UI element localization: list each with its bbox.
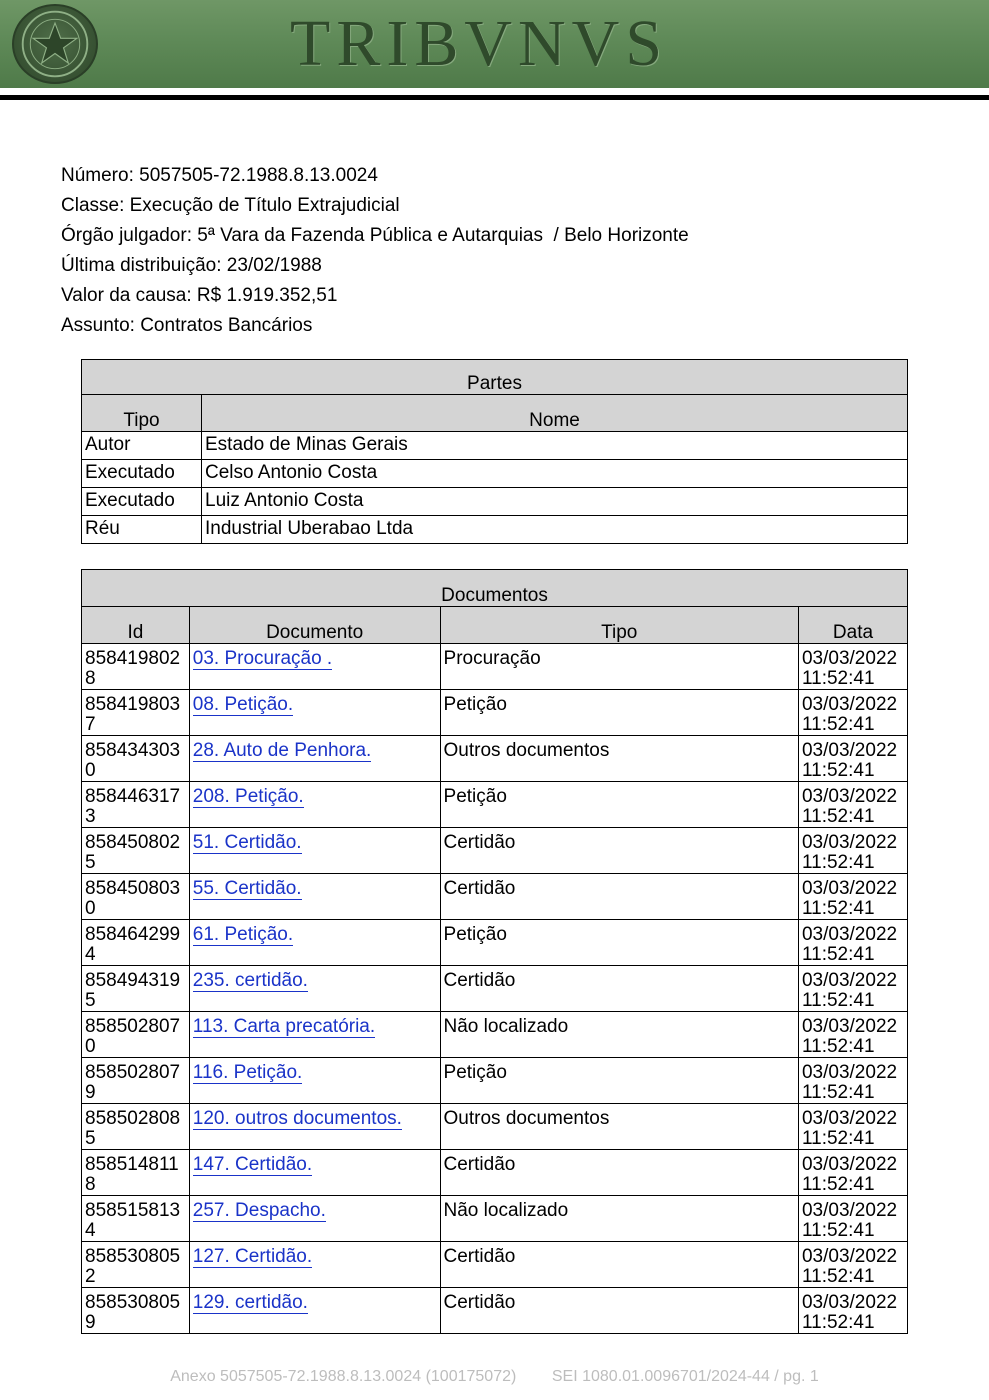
- document-link[interactable]: 208. Petição.: [192, 786, 304, 807]
- document-date: 03/03/2022 11:52:41: [798, 1242, 907, 1288]
- table-row: [82, 432, 908, 460]
- document-link[interactable]: 51. Certidão.: [192, 832, 302, 853]
- process-value: Valor da causa: R$ 1.919.352,51: [61, 285, 338, 306]
- table-row: [82, 488, 908, 516]
- document-cell: [189, 920, 440, 966]
- process-distribution: Última distribuição: 23/02/1988: [61, 255, 322, 276]
- document-type: Petição: [440, 782, 798, 828]
- document-date: 03/03/2022 11:52:41: [798, 690, 907, 736]
- documentos-table: [81, 569, 908, 1334]
- document-date: 03/03/2022 11:52:41: [798, 1150, 907, 1196]
- document-type: Petição: [440, 920, 798, 966]
- table-row: [82, 1242, 908, 1288]
- table-row: [82, 516, 908, 544]
- document-cell: [189, 1012, 440, 1058]
- table-row: [82, 920, 908, 966]
- document-cell: [189, 782, 440, 828]
- table-row: [82, 966, 908, 1012]
- document-type: Petição: [440, 690, 798, 736]
- document-cell: [189, 828, 440, 874]
- documentos-caption: Documentos: [82, 570, 908, 607]
- document-date: 03/03/2022 11:52:41: [798, 1196, 907, 1242]
- document-type: Procuração: [440, 644, 798, 690]
- page-footer: [0, 1368, 989, 1386]
- footer-anexo: Anexo 5057505-72.1988.8.13.0024 (100175072): [170, 1368, 517, 1385]
- document-id: 8584508025: [82, 828, 190, 874]
- table-row: [82, 690, 908, 736]
- parte-nome: Luiz Antonio Costa: [202, 488, 908, 516]
- document-link[interactable]: 113. Carta precatória.: [192, 1016, 376, 1037]
- table-row: [82, 1196, 908, 1242]
- banner-title: TRIBVNVS: [290, 7, 669, 80]
- table-row: [82, 1288, 908, 1334]
- partes-table: [81, 359, 908, 544]
- document-id: 8585308052: [82, 1242, 190, 1288]
- document-date: 03/03/2022 11:52:41: [798, 1058, 907, 1104]
- document-link[interactable]: 28. Auto de Penhora.: [192, 740, 372, 761]
- footer-sei: SEI 1080.01.0096701/2024-44 / pg. 1: [551, 1368, 819, 1385]
- document-type: Não localizado: [440, 1012, 798, 1058]
- document-link[interactable]: 08. Petição.: [192, 694, 294, 715]
- document-type: Certidão: [440, 1242, 798, 1288]
- document-id: 8584508030: [82, 874, 190, 920]
- document-date: 03/03/2022 11:52:41: [798, 1288, 907, 1334]
- document-id: 8584198028: [82, 644, 190, 690]
- document-date: 03/03/2022 11:52:41: [798, 736, 907, 782]
- document-cell: [189, 644, 440, 690]
- header-rule: [0, 95, 989, 100]
- document-id: 8585028070: [82, 1012, 190, 1058]
- document-date: 03/03/2022 11:52:41: [798, 644, 907, 690]
- document-cell: [189, 1104, 440, 1150]
- table-row: [82, 1150, 908, 1196]
- document-type: Certidão: [440, 966, 798, 1012]
- parte-tipo: Autor: [82, 432, 202, 460]
- document-date: 03/03/2022 11:52:41: [798, 828, 907, 874]
- parte-nome: Industrial Uberabao Ltda: [202, 516, 908, 544]
- document-id: 8584343030: [82, 736, 190, 782]
- document-cell: [189, 690, 440, 736]
- document-id: 8585308059: [82, 1288, 190, 1334]
- document-id: 8585028079: [82, 1058, 190, 1104]
- document-type: Outros documentos: [440, 1104, 798, 1150]
- document-link[interactable]: 257. Despacho.: [192, 1200, 326, 1221]
- table-row: [82, 1012, 908, 1058]
- document-cell: [189, 966, 440, 1012]
- table-row: [82, 874, 908, 920]
- document-date: 03/03/2022 11:52:41: [798, 966, 907, 1012]
- document-id: 8585148118: [82, 1150, 190, 1196]
- process-class: Classe: Execução de Título Extrajudicial: [61, 195, 400, 216]
- document-id: 8584463173: [82, 782, 190, 828]
- document-link[interactable]: 61. Petição.: [192, 924, 294, 945]
- parte-nome: Estado de Minas Gerais: [202, 432, 908, 460]
- header-banner: [0, 0, 989, 88]
- documentos-header-documento: Documento: [189, 607, 440, 644]
- document-cell: [189, 874, 440, 920]
- documentos-header-id: Id: [82, 607, 190, 644]
- document-cell: [189, 1288, 440, 1334]
- process-info: [61, 161, 689, 341]
- table-row: [82, 782, 908, 828]
- document-type: Outros documentos: [440, 736, 798, 782]
- document-date: 03/03/2022 11:52:41: [798, 1012, 907, 1058]
- process-subject: Assunto: Contratos Bancários: [61, 315, 313, 336]
- document-link[interactable]: 127. Certidão.: [192, 1246, 313, 1267]
- process-court: Órgão julgador: 5ª Vara da Fazenda Pública e Autarquias / Belo Horizonte: [61, 225, 689, 246]
- document-date: 03/03/2022 11:52:41: [798, 782, 907, 828]
- document-type: Certidão: [440, 828, 798, 874]
- document-date: 03/03/2022 11:52:41: [798, 1104, 907, 1150]
- document-link[interactable]: 03. Procuração .: [192, 648, 333, 669]
- parte-tipo: Executado: [82, 460, 202, 488]
- document-link[interactable]: 147. Certidão.: [192, 1154, 313, 1175]
- partes-header-nome: Nome: [202, 395, 908, 432]
- table-row: [82, 644, 908, 690]
- parte-tipo: Réu: [82, 516, 202, 544]
- table-row: [82, 460, 908, 488]
- document-type: Não localizado: [440, 1196, 798, 1242]
- document-cell: [189, 1058, 440, 1104]
- document-cell: [189, 1196, 440, 1242]
- document-cell: [189, 1242, 440, 1288]
- document-type: Certidão: [440, 874, 798, 920]
- document-type: Certidão: [440, 1288, 798, 1334]
- document-cell: [189, 736, 440, 782]
- document-type: Certidão: [440, 1150, 798, 1196]
- coat-of-arms-seal-icon: [12, 4, 98, 84]
- table-row: [82, 1104, 908, 1150]
- document-cell: [189, 1150, 440, 1196]
- document-date: 03/03/2022 11:52:41: [798, 920, 907, 966]
- partes-caption: Partes: [82, 360, 908, 395]
- document-link[interactable]: 129. certidão.: [192, 1292, 308, 1313]
- document-link[interactable]: 55. Certidão.: [192, 878, 302, 899]
- table-row: [82, 1058, 908, 1104]
- documentos-header-tipo: Tipo: [440, 607, 798, 644]
- document-id: 8585158134: [82, 1196, 190, 1242]
- document-date: 03/03/2022 11:52:41: [798, 874, 907, 920]
- document-link[interactable]: 235. certidão.: [192, 970, 308, 991]
- document-id: 8584943195: [82, 966, 190, 1012]
- document-type: Petição: [440, 1058, 798, 1104]
- partes-header-tipo: Tipo: [82, 395, 202, 432]
- document-id: 8584198037: [82, 690, 190, 736]
- parte-nome: Celso Antonio Costa: [202, 460, 908, 488]
- table-row: [82, 828, 908, 874]
- table-row: [82, 736, 908, 782]
- process-number: Número: 5057505-72.1988.8.13.0024: [61, 165, 378, 186]
- documentos-header-data: Data: [798, 607, 907, 644]
- document-link[interactable]: 120. outros documentos.: [192, 1108, 402, 1129]
- document-id: 8585028085: [82, 1104, 190, 1150]
- document-link[interactable]: 116. Petição.: [192, 1062, 303, 1083]
- parte-tipo: Executado: [82, 488, 202, 516]
- document-id: 8584642994: [82, 920, 190, 966]
